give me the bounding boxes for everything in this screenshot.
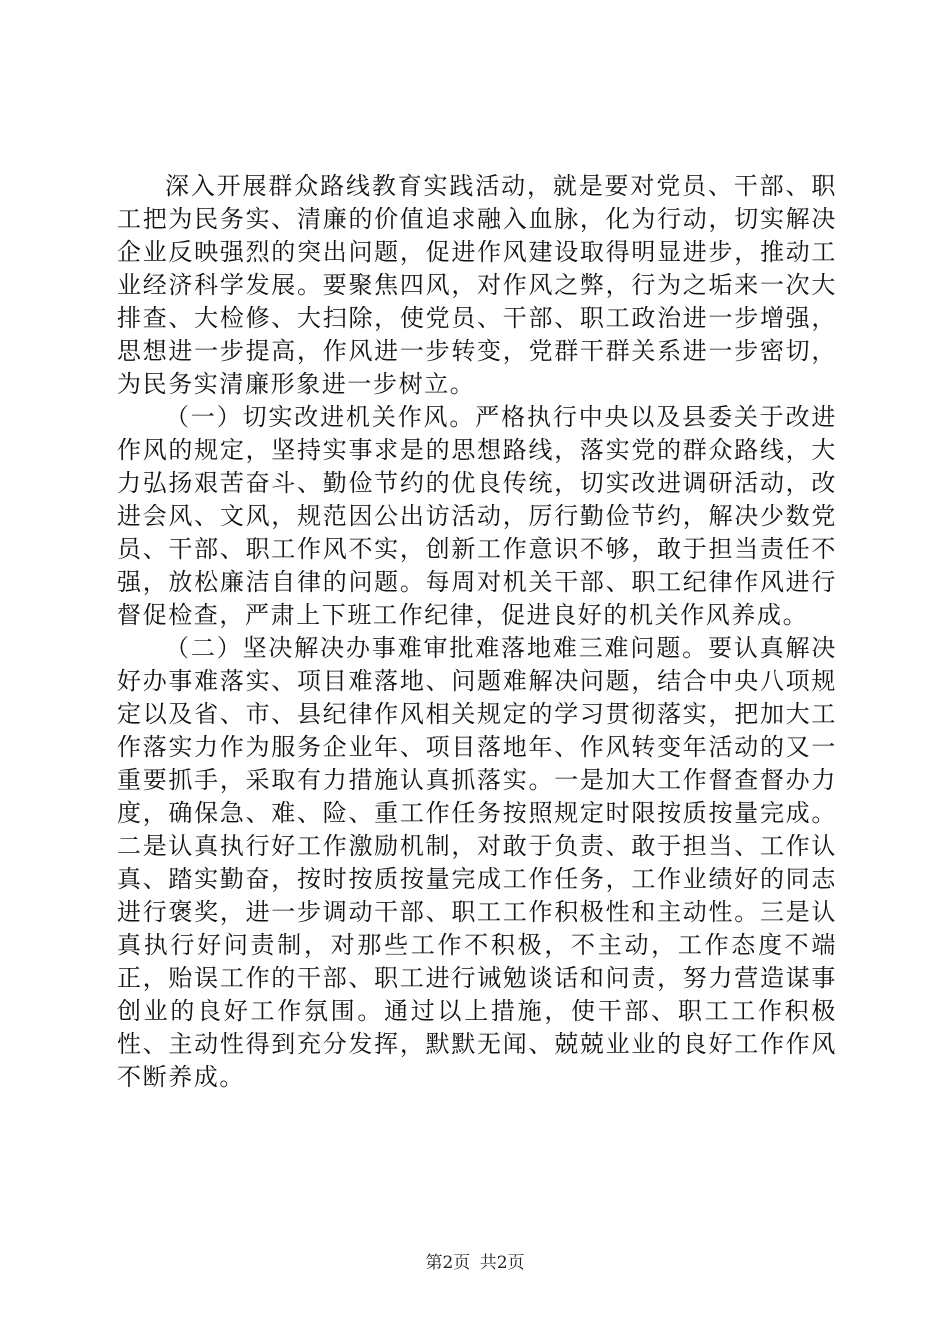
paragraph-intro: 深入开展群众路线教育实践活动，就是要对党员、干部、职工把为民务实、清廉的价值追求融入血脉，化为行动，切实解决企业反映强烈的突出问题，促进作风建设取得明显进步，推动工业经济科学发展。要聚焦四风，对作风之弊，行为之垢来一次大排查、大检修、大扫除，使党员、干部、职工政治进一步增强，思想进一步提高，作风进一步转变，党群干群关系进一步密切，为民务实清廉形象进一步树立。 xyxy=(117,172,837,398)
paragraph-section-2: （二）坚决解决办事难审批难落地难三难问题。要认真解决好办事难落实、项目难落地、问题难解决问题，结合中央八项规定以及省、市、县纪律作风相关规定的学习贯彻落实，把加大工作落实力作为服务企业年、项目落地年、作风转变年活动的又一重要抓手，采取有力措施认真抓落实。一是加大工作督查督办力度，确保急、难、险、重工作任务按照规定时限按质按量完成。二是认真执行好工作激励机制，对敢于负责、敢于担当、工作认真、踏实勤奋，按时按质按量完成工作任务，工作业绩好的同志进行褒奖，进一步调动干部、职工工作积极性和主动性。三是认真执行好问责制，对那些工作不积极，不主动，工作态度不端正，贻误工作的干部、职工进行诫勉谈话和问责，努力营造谋事创业的良好工作氛围。通过以上措施，使干部、职工工作积极性、主动性得到充分发挥，默默无闻、兢兢业业的良好工作作风不断养成。 xyxy=(117,634,837,1091)
paragraph-section-1: （一）切实改进机关作风。严格执行中央以及县委关于改进作风的规定，坚持实事求是的思想路线，落实党的群众路线，大力弘扬艰苦奋斗、勤俭节约的优良传统，切实改进调研活动，改进会风、文风，规范因公出访活动，厉行勤俭节约，解决少数党员、干部、职工作风不实，创新工作意识不够，敢于担当责任不强，放松廉洁自律的问题。每周对机关干部、职工纪律作风进行督促检查，严肃上下班工作纪律，促进良好的机关作风养成。 xyxy=(117,403,837,629)
page-number: 第2页 xyxy=(425,1253,471,1273)
document-body xyxy=(117,170,837,1094)
page-footer xyxy=(0,1248,950,1273)
page-total: 共2页 xyxy=(479,1253,525,1273)
